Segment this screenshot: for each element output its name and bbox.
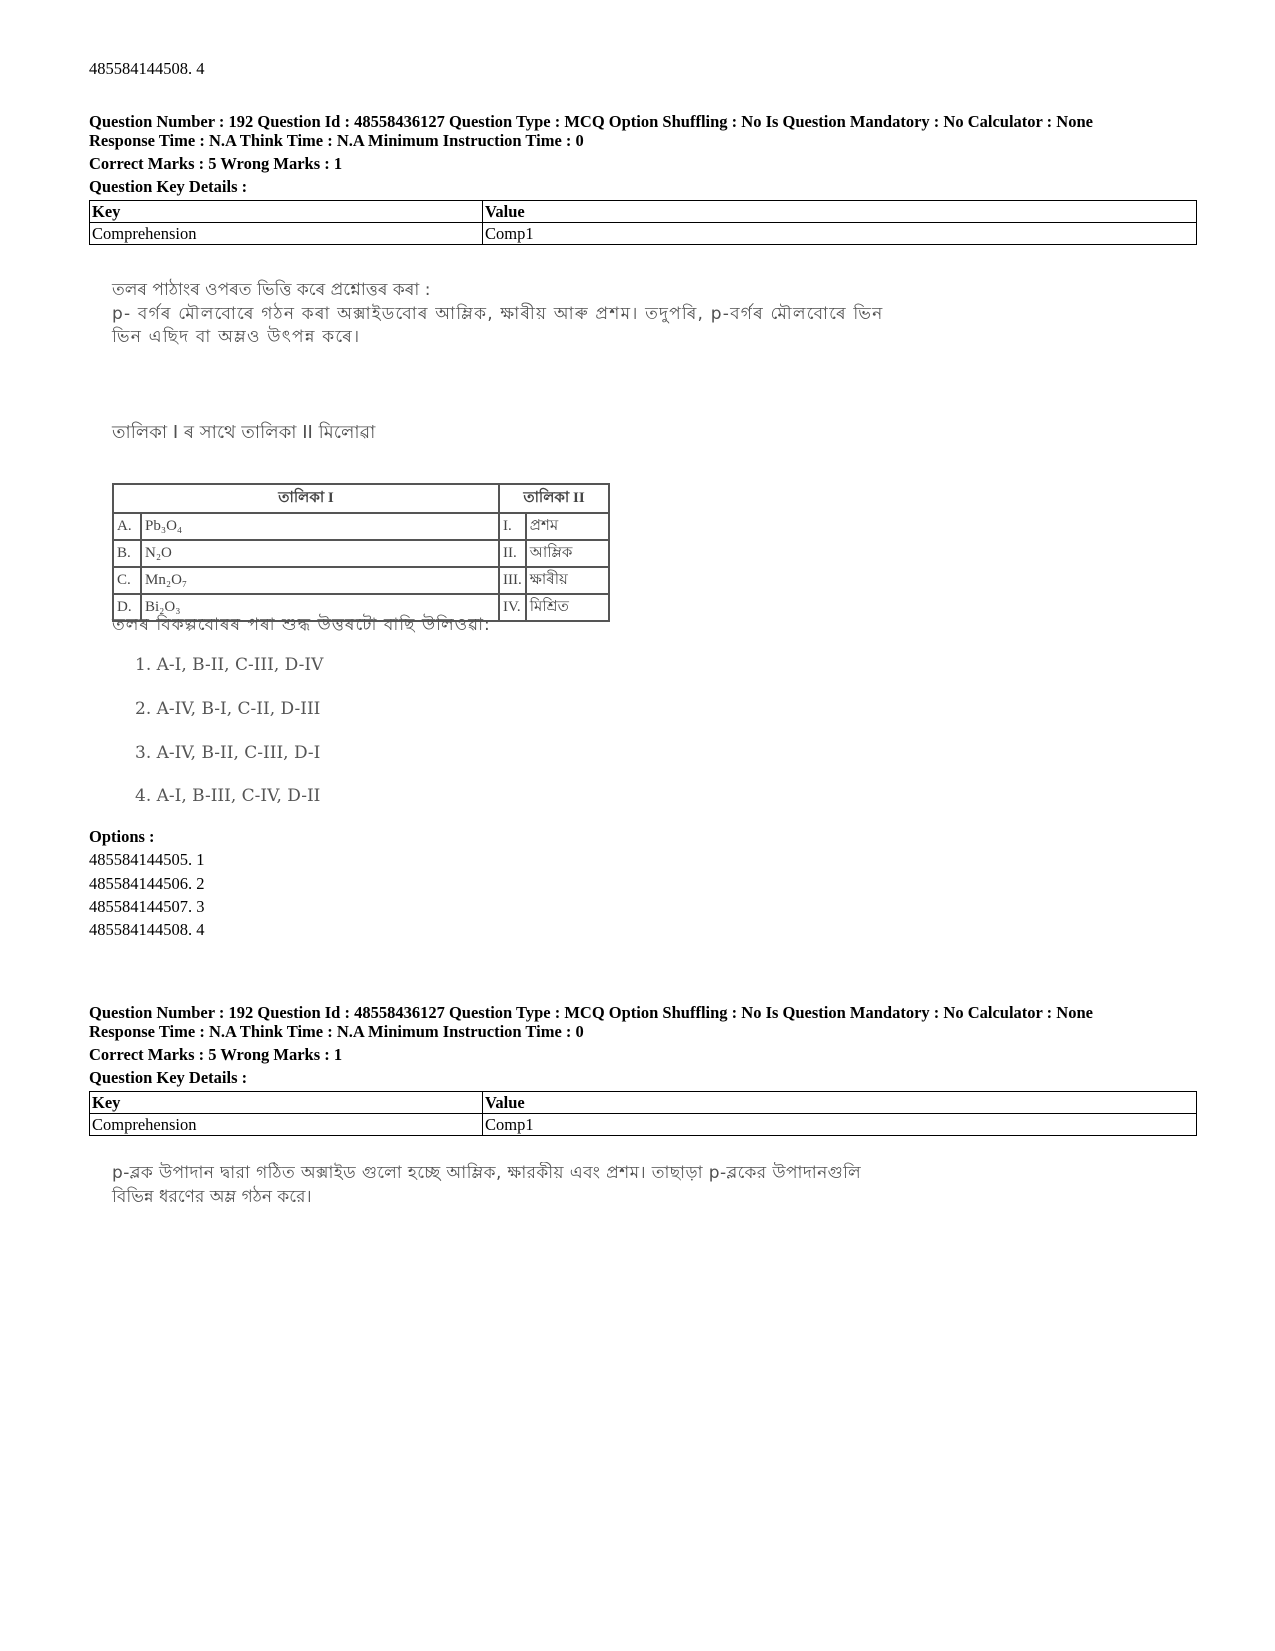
question-key-table xyxy=(89,1091,1197,1136)
choose-prompt: তলৰ বিকল্পবোৰৰ পৰা শুদ্ধ উত্তৰটো বাছি উলিওৱা: xyxy=(112,615,491,635)
option-line: 485584144508. 4 xyxy=(89,920,205,939)
passage-line1: p- বৰ্গৰ মৌলবোৰে গঠন কৰা অক্সাইডবোৰ আম্লিক, ক্ষাৰীয় আৰু প্ৰশম। তদুপৰি, p-বৰ্গৰ মৌলবোৰে ভিন xyxy=(112,304,884,324)
row-roman: III. xyxy=(499,567,526,594)
table-cell-key: Comprehension xyxy=(90,1114,483,1136)
list1-header: তালিকা I xyxy=(113,484,499,513)
table-header-row xyxy=(90,1092,1197,1114)
passage-line2: ভিন এছিদ বা অম্লও উৎপন্ন কৰে। xyxy=(112,327,361,347)
choice-item: 3. A-IV, B-II, C-III, D-I xyxy=(135,743,321,763)
row-match: ক্ষাৰীয় xyxy=(526,567,609,594)
row-roman: II. xyxy=(499,540,526,567)
question-marks: Correct Marks : 5 Wrong Marks : 1 xyxy=(89,154,343,173)
question-key-details-label: Question Key Details : xyxy=(89,1068,248,1087)
row-letter: C. xyxy=(113,567,141,594)
table-header-key: Key xyxy=(90,1092,483,1114)
question-meta-line2: Response Time : N.A Think Time : N.A Minimum Instruction Time : 0 xyxy=(89,131,584,150)
table-header-row xyxy=(90,201,1197,223)
row-letter: A. xyxy=(113,513,141,540)
row-letter: D. xyxy=(113,594,141,621)
question-meta-line1: Question Number : 192 Question Id : 48558436127 Question Type : MCQ Option Shuffling : No Is Question Mandatory : No Calculator : None xyxy=(89,112,1093,131)
bengali-line2: বিভিন্ন ধরণের অম্ল গঠন করে। xyxy=(112,1187,312,1207)
row-roman: I. xyxy=(499,513,526,540)
table-header-value: Value xyxy=(483,1092,1197,1114)
row-letter: B. xyxy=(113,540,141,567)
row-item: Bi₂O₃ xyxy=(141,594,499,621)
row-roman: IV. xyxy=(499,594,526,621)
bengali-line1: p-ব্লক উপাদান দ্বারা গঠিত অক্সাইড গুলো হচ্ছে আম্লিক, ক্ষারকীয় এবং প্রশম। তাছাড়া p-ব্লকের উপাদানগুলি xyxy=(112,1163,862,1183)
question-meta-line2: Response Time : N.A Think Time : N.A Minimum Instruction Time : 0 xyxy=(89,1022,584,1041)
question-meta-line1: Question Number : 192 Question Id : 48558436127 Question Type : MCQ Option Shuffling : No Is Question Mandatory : No Calculator : None xyxy=(89,1003,1093,1022)
choice-item: 1. A-I, B-II, C-III, D-IV xyxy=(135,655,324,675)
match-table xyxy=(112,483,610,622)
row-match: প্ৰশম xyxy=(526,513,609,540)
question-key-table xyxy=(89,200,1197,245)
table-cell-value: Comp1 xyxy=(483,1114,1197,1136)
table-row xyxy=(113,540,609,567)
option-line: 485584144507. 3 xyxy=(89,897,205,916)
row-item: Pb₃O₄ xyxy=(141,513,499,540)
option-line: 485584144505. 1 xyxy=(89,850,205,869)
match-prompt: তালিকা I ৰ সাথে তালিকা II মিলোৱা xyxy=(112,422,376,443)
row-item: N₂O xyxy=(141,540,499,567)
option-line: 485584144506. 2 xyxy=(89,874,205,893)
row-match: আম্লিক xyxy=(526,540,609,567)
row-match: মিশ্ৰিত xyxy=(526,594,609,621)
match-table-header xyxy=(113,484,609,513)
table-cell-key: Comprehension xyxy=(90,223,483,245)
table-header-key: Key xyxy=(90,201,483,223)
passage-instruction: তলৰ পাঠাংৰ ওপৰত ভিত্তি কৰে প্ৰশ্নোত্তৰ কৰা : xyxy=(112,280,431,300)
question-marks: Correct Marks : 5 Wrong Marks : 1 xyxy=(89,1045,343,1064)
options-label: Options : xyxy=(89,827,155,846)
table-row xyxy=(113,513,609,540)
choice-item: 4. A-I, B-III, C-IV, D-II xyxy=(135,786,321,806)
table-row xyxy=(113,567,609,594)
previous-option-line: 485584144508. 4 xyxy=(89,59,205,78)
table-header-value: Value xyxy=(483,201,1197,223)
table-cell-value: Comp1 xyxy=(483,223,1197,245)
table-row xyxy=(90,223,1197,245)
question-key-details-label: Question Key Details : xyxy=(89,177,248,196)
choice-item: 2. A-IV, B-I, C-II, D-III xyxy=(135,699,321,719)
table-row xyxy=(113,594,609,621)
row-item: Mn₂O₇ xyxy=(141,567,499,594)
table-row xyxy=(90,1114,1197,1136)
list2-header: তালিকা II xyxy=(499,484,609,513)
